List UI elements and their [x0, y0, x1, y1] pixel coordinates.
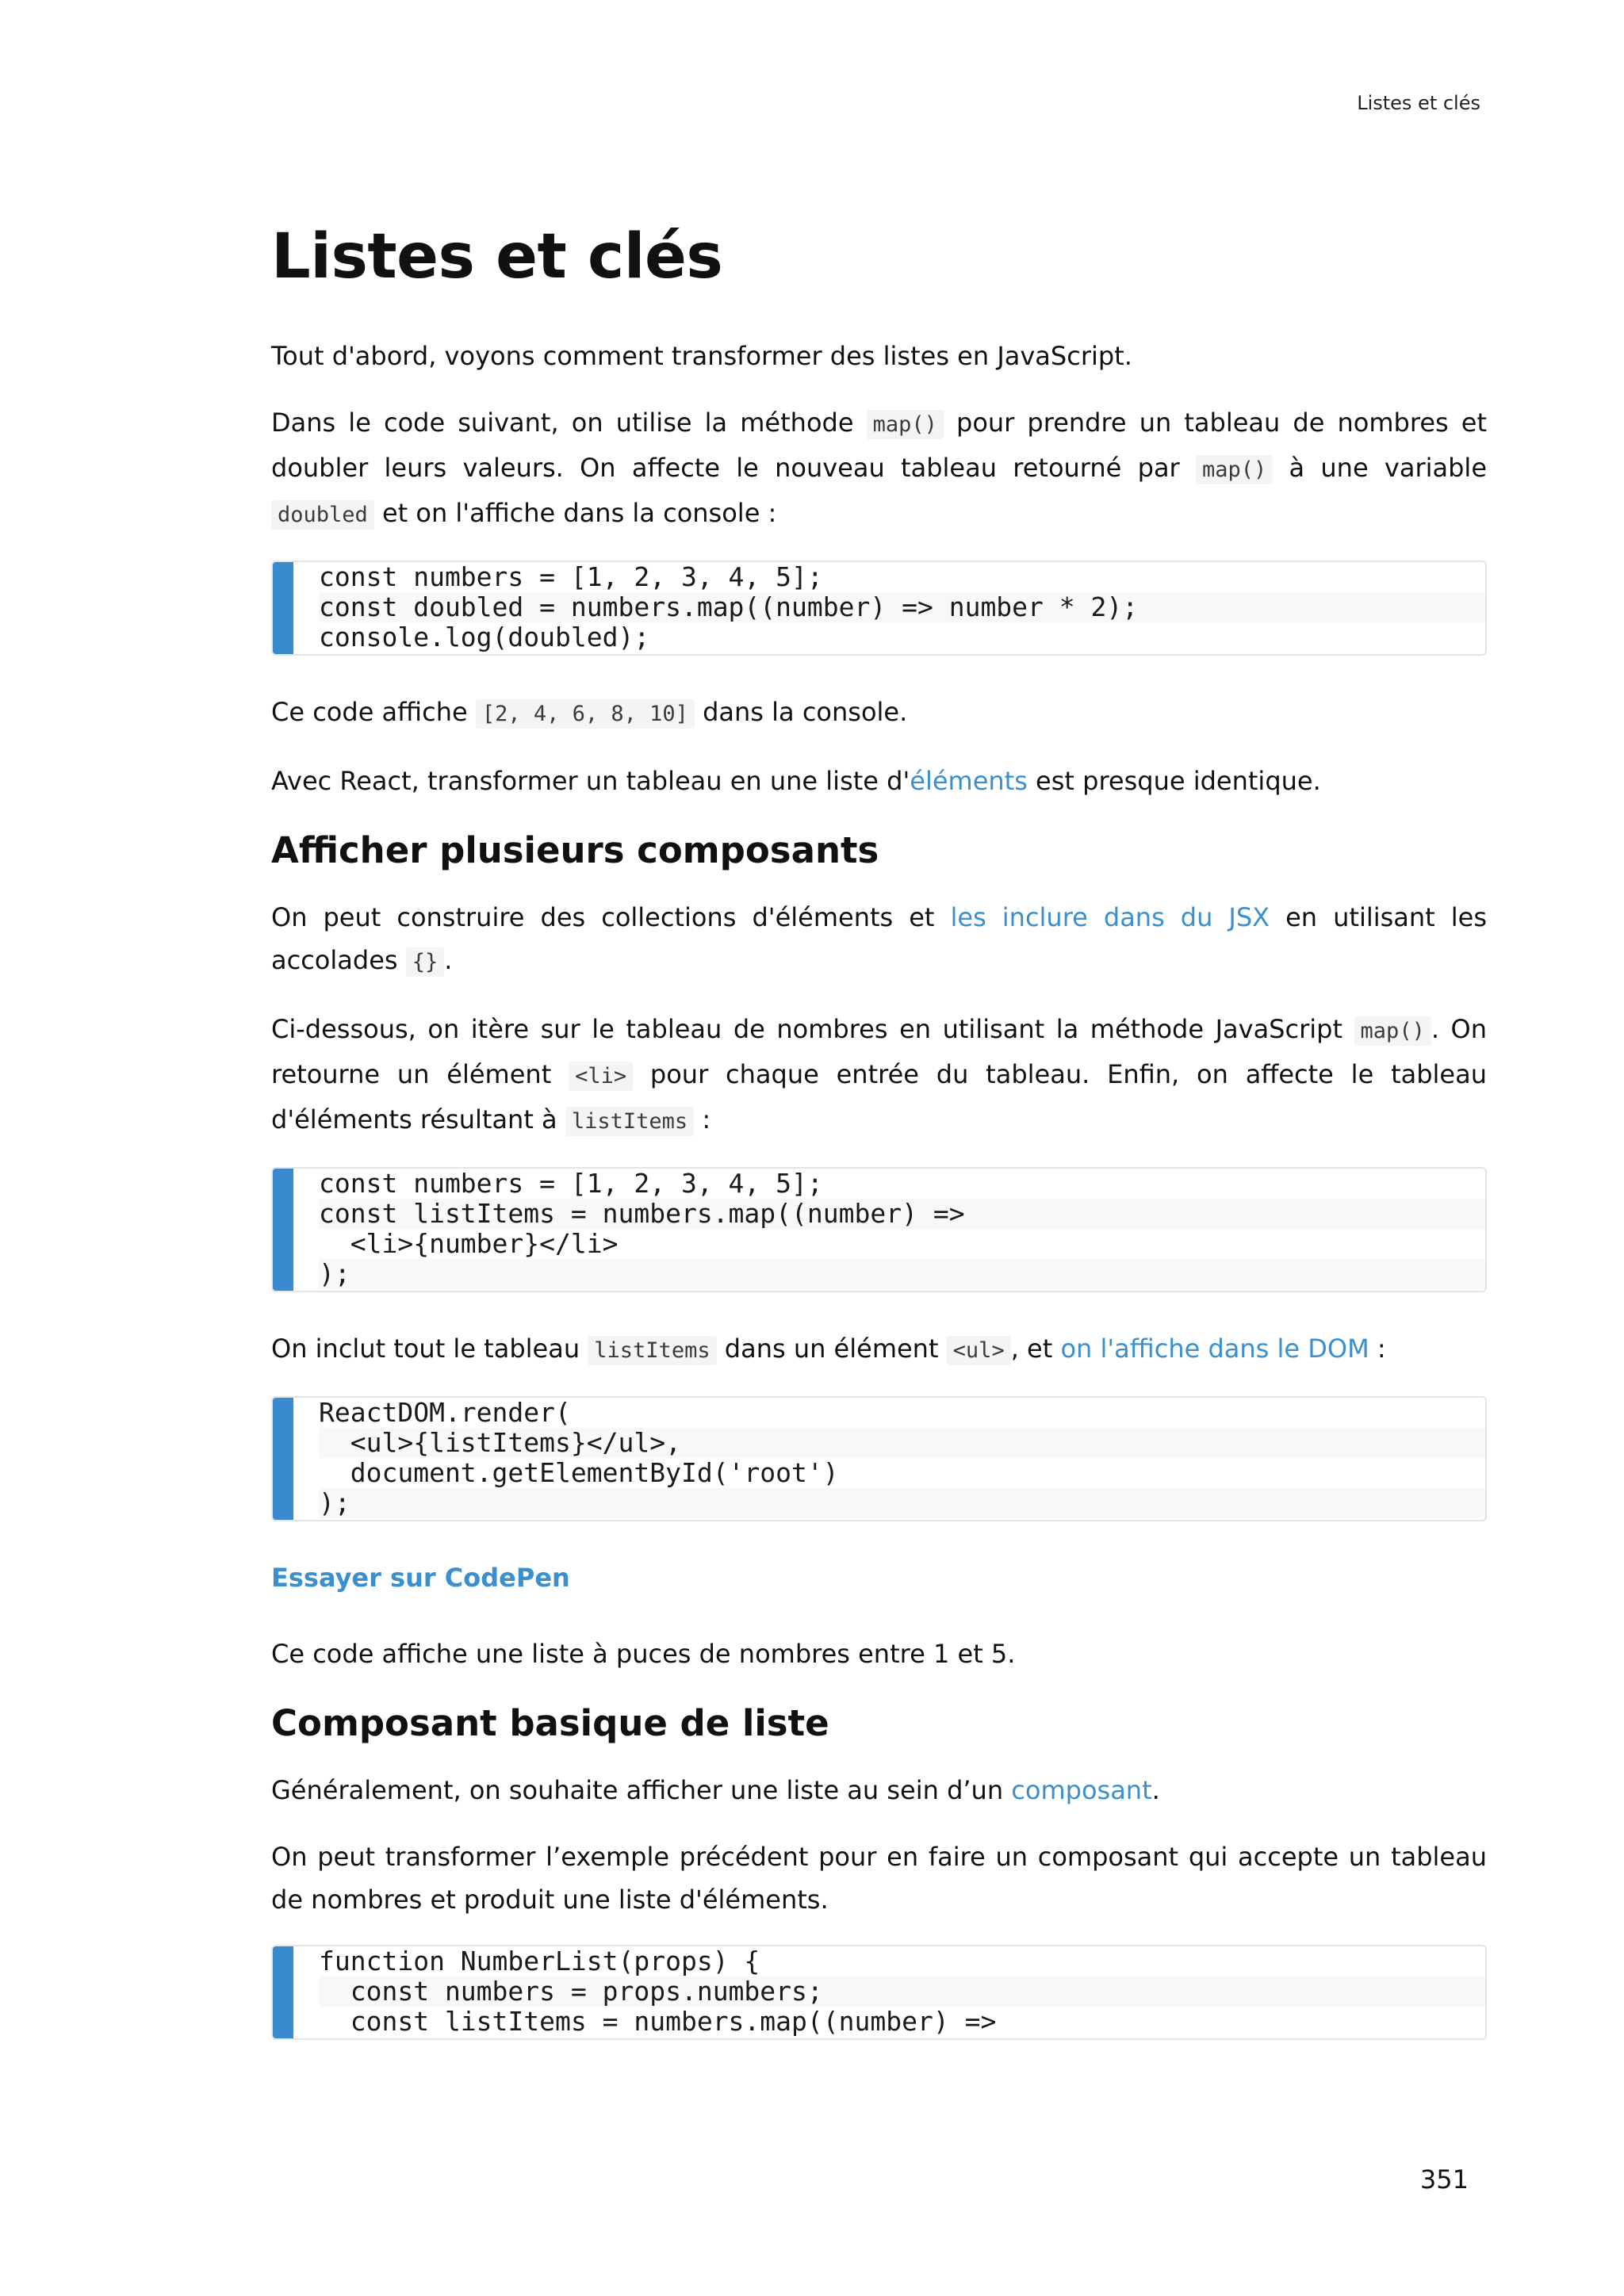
text-run: Dans le code suivant, on utilise la méthode [271, 407, 867, 438]
transform-paragraph: On peut transformer l’exemple précédent pour en faire un composant qui accepte un tableau de nombres et produit une liste d'éléments. [271, 1841, 1487, 1915]
text-run: , et [1010, 1333, 1061, 1364]
component-link[interactable]: composant [1011, 1774, 1152, 1805]
code-block-numberlist [271, 1945, 1487, 2040]
inline-code: [2, 4, 6, 8, 10] [476, 699, 695, 729]
text-run: et on l'affiche dans la console : [373, 497, 777, 528]
code-line: const listItems = numbers.map((number) => [319, 1199, 1485, 1229]
code-line: document.getElementById('root') [319, 1456, 839, 1488]
code-line: const numbers = props.numbers; [319, 1976, 1485, 2007]
running-header: Listes et clés [1357, 92, 1480, 114]
code-line: const doubled = numbers.map((number) => number * 2); [319, 592, 1485, 622]
component-paragraph [271, 1769, 1487, 1812]
text-run: Ci-dessous, on itère sur le tableau de nombres en utilisant la méthode JavaScript [271, 1013, 1354, 1044]
inline-code: map() [867, 410, 944, 439]
page-content [271, 222, 1487, 2075]
inline-code: listItems [588, 1336, 716, 1365]
code-line: <li>{number}</li> [319, 1227, 619, 1259]
inline-code: <li> [569, 1062, 633, 1091]
text-run: : [1369, 1333, 1386, 1364]
inline-code: map() [1196, 455, 1273, 484]
code-line: <ul>{listItems}</ul>, [319, 1428, 1485, 1458]
text-run: dans un élément [716, 1333, 947, 1364]
page-number: 351 [1419, 2164, 1469, 2195]
text-run: est presque identique. [1027, 765, 1321, 796]
text-run: On inclut tout le tableau [271, 1333, 588, 1364]
code-line: const numbers = [1, 2, 3, 4, 5]; [319, 561, 823, 592]
code-block-accent-bar [273, 1946, 293, 2038]
intro-paragraph: Tout d'abord, voyons comment transformer des listes en JavaScript. [271, 340, 1132, 371]
inline-code: <ul> [947, 1336, 1011, 1365]
include-paragraph [271, 1327, 1487, 1372]
text-run: Ce code affiche [271, 696, 476, 727]
inline-code: map() [1354, 1016, 1431, 1046]
code-line: const numbers = [1, 2, 3, 4, 5]; [319, 1167, 823, 1199]
result-paragraph: Ce code affiche une liste à puces de nombres entre 1 et 5. [271, 1638, 1016, 1669]
dom-link[interactable]: on l'affiche dans le DOM [1060, 1333, 1369, 1364]
code-block-accent-bar [273, 562, 293, 654]
code-line: ); [319, 1488, 1485, 1518]
inline-code: listItems [565, 1107, 694, 1136]
text-run: . [444, 944, 453, 975]
output-paragraph [271, 691, 1487, 736]
code-block-doubled [271, 561, 1487, 656]
text-run: . [1151, 1774, 1160, 1805]
code-block-render [271, 1396, 1487, 1521]
code-line: ); [319, 1259, 1485, 1289]
inline-code: doubled [271, 500, 374, 530]
code-block-listitems [271, 1167, 1487, 1292]
text-run: Généralement, on souhaite afficher une liste au sein d’un [271, 1774, 1012, 1805]
text-run: . On retourne un élément [271, 1013, 1488, 1089]
text-run: dans la console. [694, 696, 908, 727]
text-run: pour chaque entrée du tableau. Enfin, on affecte le tableau d'éléments résultant à [271, 1058, 1488, 1135]
page-title: Listes et clés [271, 221, 723, 293]
code-block-accent-bar [273, 1169, 293, 1291]
map-paragraph [271, 401, 1487, 537]
text-run: pour prendre un tableau de nombres et doubler leurs valeurs. On affecte le nouveau tableau retourné par [271, 407, 1488, 483]
text-run: en utilisant les accolades [271, 901, 1488, 975]
code-line: ReactDOM.render( [319, 1396, 571, 1428]
code-block-accent-bar [273, 1398, 293, 1520]
text-run: Avec React, transformer un tableau en une liste d' [271, 765, 910, 796]
section-heading-basic-list-component: Composant basique de liste [271, 1701, 829, 1744]
inline-code: {} [406, 947, 445, 977]
codepen-link[interactable]: Essayer sur CodePen [271, 1562, 570, 1593]
text-run: à une variable [1273, 452, 1487, 483]
code-line: const listItems = numbers.map((number) => [319, 2005, 997, 2037]
collections-paragraph [271, 896, 1487, 984]
section-heading-multiple-components: Afficher plusieurs composants [271, 828, 879, 871]
react-paragraph [271, 760, 1487, 802]
iterate-paragraph [271, 1008, 1487, 1143]
code-line: function NumberList(props) { [319, 1945, 760, 1976]
jsx-link[interactable]: les inclure dans du JSX [950, 901, 1270, 932]
elements-link[interactable]: éléments [910, 765, 1028, 796]
code-line: console.log(doubled); [319, 621, 650, 652]
text-run: On peut construire des collections d'éléments et [271, 901, 951, 932]
text-run: : [694, 1104, 711, 1135]
